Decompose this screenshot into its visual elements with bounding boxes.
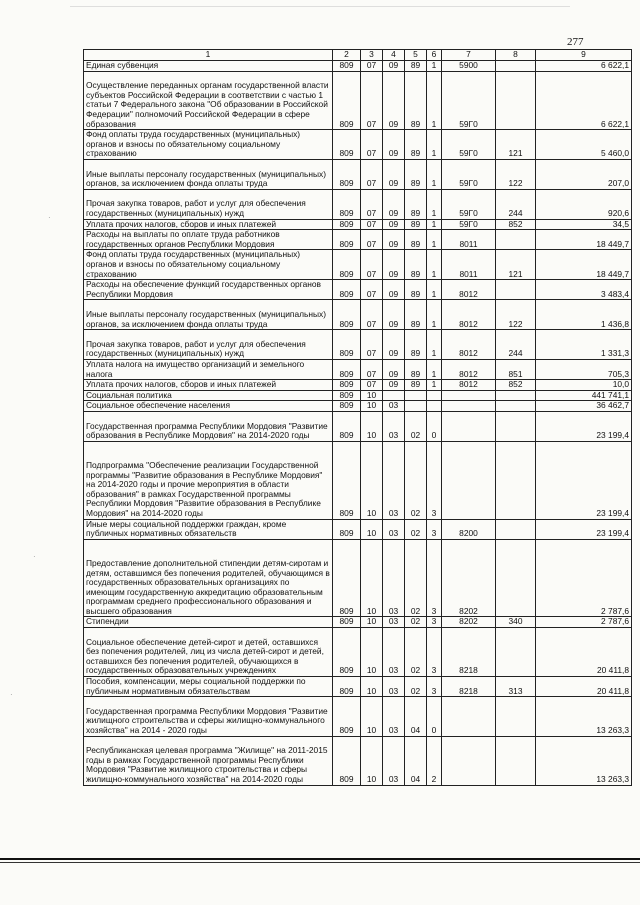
row-value-cell: 8012 bbox=[442, 380, 496, 391]
row-value-cell: 09 bbox=[383, 380, 405, 391]
row-value-cell: 09 bbox=[383, 280, 405, 300]
row-value-cell: 13 263,3 bbox=[536, 736, 632, 785]
row-value-cell: 207,0 bbox=[536, 159, 632, 189]
column-header: 9 bbox=[536, 50, 632, 61]
row-value-cell: 809 bbox=[333, 390, 361, 401]
row-name-cell: Республиканская целевая программа "Жилище" на 2011-2015 годы в рамках Государственной программы Республики Мордовия "Развитие жилищного строительства и сферы жилищно-коммунального хозяйства" на 2014-2020 годы bbox=[84, 736, 333, 785]
table-row bbox=[84, 390, 632, 401]
row-value-cell: 1 bbox=[427, 380, 442, 391]
row-value-cell: 07 bbox=[361, 280, 383, 300]
table-row bbox=[84, 628, 632, 677]
table-header-row bbox=[84, 50, 632, 61]
row-name-cell: Уплата прочих налогов, сборов и иных платежей bbox=[84, 380, 333, 391]
row-value-cell bbox=[383, 390, 405, 401]
row-value-cell bbox=[496, 697, 536, 736]
row-value-cell: 705,3 bbox=[536, 359, 632, 379]
row-name-cell: Государственная программа Республики Мордовия "Развитие образования в Республике Мордовия" на 2014-2020 годы bbox=[84, 411, 333, 441]
row-value-cell: 8012 bbox=[442, 330, 496, 360]
row-value-cell: 89 bbox=[405, 300, 427, 330]
row-value-cell: 23 199,4 bbox=[536, 519, 632, 539]
row-value-cell: 09 bbox=[383, 71, 405, 130]
row-value-cell: 809 bbox=[333, 61, 361, 72]
page-number: 277 bbox=[567, 36, 584, 48]
row-value-cell: 8218 bbox=[442, 677, 496, 697]
row-value-cell: 09 bbox=[383, 61, 405, 72]
row-value-cell: 09 bbox=[383, 330, 405, 360]
row-value-cell: 0 bbox=[427, 697, 442, 736]
row-value-cell: 04 bbox=[405, 736, 427, 785]
row-value-cell: 07 bbox=[361, 189, 383, 219]
column-header: 5 bbox=[405, 50, 427, 61]
row-value-cell: 03 bbox=[383, 617, 405, 628]
table-row bbox=[84, 250, 632, 280]
row-value-cell: 89 bbox=[405, 189, 427, 219]
row-value-cell: 809 bbox=[333, 230, 361, 250]
table-row bbox=[84, 230, 632, 250]
table-row bbox=[84, 411, 632, 441]
row-value-cell: 809 bbox=[333, 628, 361, 677]
row-value-cell: 02 bbox=[405, 539, 427, 617]
budget-table bbox=[83, 49, 632, 786]
row-value-cell: 3 bbox=[427, 539, 442, 617]
row-value-cell: 20 411,8 bbox=[536, 628, 632, 677]
row-name-cell: Социальное обеспечение детей-сирот и детей, оставшихся без попечения родителей, лиц из числа детей-сирот и детей, оставшихся без попечения родителей, обучающихся в государственных образовательных учреждениях bbox=[84, 628, 333, 677]
row-value-cell: 809 bbox=[333, 697, 361, 736]
row-value-cell: 1 bbox=[427, 330, 442, 360]
row-value-cell: 852 bbox=[496, 380, 536, 391]
table-row bbox=[84, 380, 632, 391]
row-value-cell: 2 787,6 bbox=[536, 539, 632, 617]
row-value-cell: 3 483,4 bbox=[536, 280, 632, 300]
row-value-cell bbox=[442, 401, 496, 412]
row-value-cell: 89 bbox=[405, 330, 427, 360]
row-value-cell: 07 bbox=[361, 230, 383, 250]
row-value-cell: 03 bbox=[383, 736, 405, 785]
row-value-cell: 89 bbox=[405, 280, 427, 300]
row-value-cell: 03 bbox=[383, 539, 405, 617]
row-value-cell: 36 462,7 bbox=[536, 401, 632, 412]
row-value-cell bbox=[496, 411, 536, 441]
column-header: 4 bbox=[383, 50, 405, 61]
table-row bbox=[84, 280, 632, 300]
row-value-cell: 809 bbox=[333, 71, 361, 130]
row-value-cell: 809 bbox=[333, 539, 361, 617]
row-value-cell: 20 411,8 bbox=[536, 677, 632, 697]
row-value-cell: 07 bbox=[361, 71, 383, 130]
row-value-cell: 03 bbox=[383, 441, 405, 519]
row-value-cell: 244 bbox=[496, 189, 536, 219]
table-row bbox=[84, 359, 632, 379]
row-value-cell: 8011 bbox=[442, 230, 496, 250]
row-value-cell: 340 bbox=[496, 617, 536, 628]
row-value-cell: 07 bbox=[361, 330, 383, 360]
row-name-cell: Фонд оплаты труда государственных (муниципальных) органов и взносы по обязательному социальному страхованию bbox=[84, 130, 333, 160]
row-value-cell: 3 bbox=[427, 628, 442, 677]
row-value-cell: 1 bbox=[427, 230, 442, 250]
row-name-cell: Прочая закупка товаров, работ и услуг для обеспечения государственных (муниципальных) нужд bbox=[84, 330, 333, 360]
table-row bbox=[84, 736, 632, 785]
column-header: 2 bbox=[333, 50, 361, 61]
row-value-cell: 244 bbox=[496, 330, 536, 360]
row-value-cell: 809 bbox=[333, 677, 361, 697]
row-value-cell: 09 bbox=[383, 359, 405, 379]
column-header: 1 bbox=[84, 50, 333, 61]
row-value-cell: 10 bbox=[361, 677, 383, 697]
row-value-cell: 07 bbox=[361, 359, 383, 379]
row-value-cell: 809 bbox=[333, 219, 361, 230]
row-value-cell: 03 bbox=[383, 519, 405, 539]
row-value-cell: 3 bbox=[427, 617, 442, 628]
row-value-cell: 809 bbox=[333, 411, 361, 441]
row-value-cell: 10 bbox=[361, 736, 383, 785]
row-value-cell: 59Г0 bbox=[442, 130, 496, 160]
row-value-cell: 89 bbox=[405, 130, 427, 160]
row-value-cell: 09 bbox=[383, 130, 405, 160]
row-name-cell: Иные выплаты персоналу государственных (муниципальных) органов, за исключением фонда оплаты труда bbox=[84, 300, 333, 330]
row-value-cell: 8012 bbox=[442, 359, 496, 379]
row-value-cell: 34,5 bbox=[536, 219, 632, 230]
row-value-cell: 1 bbox=[427, 71, 442, 130]
row-value-cell: 89 bbox=[405, 230, 427, 250]
row-value-cell: 1 bbox=[427, 250, 442, 280]
row-value-cell: 0 bbox=[427, 411, 442, 441]
row-name-cell: Предоставление дополнительной стипендии детям-сиротам и детям, оставшимся без попечения родителей, обучающимся в государственных образовательных организациях по имеющим государственную аккредитацию образовательным программам среднего профессионального образования и высшего образования bbox=[84, 539, 333, 617]
row-name-cell: Иные выплаты персоналу государственных (муниципальных) органов, за исключением фонда оплаты труда bbox=[84, 159, 333, 189]
table-row bbox=[84, 71, 632, 130]
row-value-cell: 10,0 bbox=[536, 380, 632, 391]
row-value-cell: 313 bbox=[496, 677, 536, 697]
row-value-cell: 10 bbox=[361, 519, 383, 539]
row-value-cell bbox=[442, 411, 496, 441]
table-row bbox=[84, 677, 632, 697]
row-value-cell bbox=[496, 628, 536, 677]
row-value-cell bbox=[442, 441, 496, 519]
row-value-cell: 122 bbox=[496, 159, 536, 189]
table-body bbox=[84, 61, 632, 786]
row-value-cell bbox=[442, 697, 496, 736]
row-value-cell: 1 bbox=[427, 359, 442, 379]
row-value-cell: 03 bbox=[383, 628, 405, 677]
row-value-cell: 59Г0 bbox=[442, 219, 496, 230]
table-row bbox=[84, 401, 632, 412]
row-value-cell: 07 bbox=[361, 250, 383, 280]
row-value-cell: 1 bbox=[427, 61, 442, 72]
column-header: 8 bbox=[496, 50, 536, 61]
bottom-rule bbox=[0, 862, 640, 863]
row-value-cell bbox=[496, 230, 536, 250]
table-row bbox=[84, 697, 632, 736]
row-name-cell: Осуществление переданных органам государственной власти субъектов Российской Федерации в соответствии с частью 1 статьи 7 Федерального закона "Об образовании в Российской Федерации" полномочий Российской Федерации в сфере образования bbox=[84, 71, 333, 130]
row-value-cell: 59Г0 bbox=[442, 159, 496, 189]
row-value-cell bbox=[496, 390, 536, 401]
row-value-cell: 10 bbox=[361, 441, 383, 519]
row-value-cell: 07 bbox=[361, 300, 383, 330]
row-value-cell bbox=[496, 539, 536, 617]
row-value-cell: 07 bbox=[361, 219, 383, 230]
row-name-cell: Пособия, компенсации, меры социальной поддержки по публичным нормативным обязательствам bbox=[84, 677, 333, 697]
row-value-cell: 10 bbox=[361, 539, 383, 617]
row-value-cell: 3 bbox=[427, 519, 442, 539]
row-name-cell: Иные меры социальной поддержки граждан, кроме публичных нормативных обязательств bbox=[84, 519, 333, 539]
column-header: 7 bbox=[442, 50, 496, 61]
row-value-cell: 1 bbox=[427, 300, 442, 330]
row-name-cell: Стипендии bbox=[84, 617, 333, 628]
row-value-cell: 3 bbox=[427, 441, 442, 519]
row-name-cell: Социальная политика bbox=[84, 390, 333, 401]
row-value-cell bbox=[496, 401, 536, 412]
row-value-cell bbox=[405, 390, 427, 401]
row-value-cell bbox=[427, 390, 442, 401]
row-value-cell: 6 622,1 bbox=[536, 61, 632, 72]
row-value-cell: 07 bbox=[361, 380, 383, 391]
row-value-cell: 809 bbox=[333, 359, 361, 379]
row-value-cell: 8012 bbox=[442, 300, 496, 330]
row-value-cell: 1 bbox=[427, 280, 442, 300]
row-value-cell: 89 bbox=[405, 61, 427, 72]
row-value-cell: 10 bbox=[361, 697, 383, 736]
table-row bbox=[84, 617, 632, 628]
row-value-cell: 59Г0 bbox=[442, 71, 496, 130]
row-value-cell: 02 bbox=[405, 411, 427, 441]
row-value-cell: 89 bbox=[405, 380, 427, 391]
row-value-cell: 10 bbox=[361, 628, 383, 677]
row-value-cell: 09 bbox=[383, 230, 405, 250]
row-value-cell bbox=[496, 280, 536, 300]
row-value-cell: 10 bbox=[361, 390, 383, 401]
row-value-cell: 09 bbox=[383, 219, 405, 230]
row-value-cell bbox=[496, 519, 536, 539]
row-value-cell: 02 bbox=[405, 677, 427, 697]
row-value-cell bbox=[405, 401, 427, 412]
row-value-cell: 09 bbox=[383, 300, 405, 330]
row-value-cell: 03 bbox=[383, 411, 405, 441]
row-value-cell: 13 263,3 bbox=[536, 697, 632, 736]
row-value-cell: 1 bbox=[427, 130, 442, 160]
row-value-cell: 122 bbox=[496, 300, 536, 330]
row-value-cell bbox=[496, 736, 536, 785]
row-value-cell: 809 bbox=[333, 300, 361, 330]
row-value-cell: 809 bbox=[333, 130, 361, 160]
row-name-cell: Государственная программа Республики Мордовия "Развитие жилищного строительства и сферы жилищно-коммунального хозяйства" на 2014 - 2020 годы bbox=[84, 697, 333, 736]
row-value-cell: 1 bbox=[427, 219, 442, 230]
row-value-cell: 03 bbox=[383, 697, 405, 736]
row-value-cell: 8218 bbox=[442, 628, 496, 677]
row-value-cell: 02 bbox=[405, 441, 427, 519]
row-value-cell: 07 bbox=[361, 130, 383, 160]
table-row bbox=[84, 159, 632, 189]
row-value-cell: 1 331,3 bbox=[536, 330, 632, 360]
row-name-cell: Подпрограмма "Обеспечение реализации Государственной программы "Развитие образования в Республике Мордовия" на 2014-2020 годы и прочие мероприятия в области образования" в рамках Государственной программы Республики Мордовия "Развитие образования в Республике Мордовия" на 2014-2020 годы bbox=[84, 441, 333, 519]
row-value-cell: 809 bbox=[333, 250, 361, 280]
row-name-cell: Единая субвенция bbox=[84, 61, 333, 72]
row-value-cell: 809 bbox=[333, 330, 361, 360]
row-value-cell bbox=[442, 736, 496, 785]
row-value-cell: 07 bbox=[361, 159, 383, 189]
row-value-cell: 10 bbox=[361, 401, 383, 412]
row-name-cell: Уплата налога на имущество организаций и земельного налога bbox=[84, 359, 333, 379]
row-value-cell: 2 787,6 bbox=[536, 617, 632, 628]
row-value-cell: 809 bbox=[333, 159, 361, 189]
row-value-cell: 5 460,0 bbox=[536, 130, 632, 160]
row-value-cell: 23 199,4 bbox=[536, 411, 632, 441]
row-value-cell: 1 bbox=[427, 159, 442, 189]
scan-artifact-top bbox=[70, 6, 570, 7]
row-value-cell: 8200 bbox=[442, 519, 496, 539]
table-row bbox=[84, 189, 632, 219]
row-value-cell: 89 bbox=[405, 159, 427, 189]
row-value-cell: 809 bbox=[333, 519, 361, 539]
row-value-cell: 02 bbox=[405, 617, 427, 628]
scan-mark: · bbox=[33, 552, 36, 561]
row-value-cell: 18 449,7 bbox=[536, 250, 632, 280]
row-value-cell bbox=[496, 441, 536, 519]
table-row bbox=[84, 130, 632, 160]
row-value-cell: 441 741,1 bbox=[536, 390, 632, 401]
row-value-cell: 89 bbox=[405, 71, 427, 130]
row-name-cell: Социальное обеспечение населения bbox=[84, 401, 333, 412]
row-value-cell: 89 bbox=[405, 250, 427, 280]
row-value-cell: 18 449,7 bbox=[536, 230, 632, 250]
row-value-cell: 809 bbox=[333, 401, 361, 412]
row-value-cell: 8202 bbox=[442, 539, 496, 617]
table-row bbox=[84, 61, 632, 72]
column-header: 6 bbox=[427, 50, 442, 61]
row-value-cell: 07 bbox=[361, 61, 383, 72]
row-name-cell: Уплата прочих налогов, сборов и иных платежей bbox=[84, 219, 333, 230]
row-value-cell: 8202 bbox=[442, 617, 496, 628]
row-value-cell: 920,6 bbox=[536, 189, 632, 219]
column-header: 3 bbox=[361, 50, 383, 61]
row-value-cell: 02 bbox=[405, 628, 427, 677]
row-value-cell: 89 bbox=[405, 359, 427, 379]
row-value-cell: 09 bbox=[383, 189, 405, 219]
table-row bbox=[84, 441, 632, 519]
row-value-cell: 04 bbox=[405, 697, 427, 736]
row-value-cell: 1 436,8 bbox=[536, 300, 632, 330]
row-value-cell: 89 bbox=[405, 219, 427, 230]
table-row bbox=[84, 539, 632, 617]
row-value-cell: 809 bbox=[333, 380, 361, 391]
row-value-cell bbox=[496, 61, 536, 72]
row-value-cell bbox=[496, 71, 536, 130]
row-value-cell: 809 bbox=[333, 280, 361, 300]
row-value-cell: 851 bbox=[496, 359, 536, 379]
row-value-cell: 02 bbox=[405, 519, 427, 539]
table-row bbox=[84, 300, 632, 330]
row-value-cell: 121 bbox=[496, 250, 536, 280]
row-value-cell: 809 bbox=[333, 189, 361, 219]
row-value-cell: 5900 bbox=[442, 61, 496, 72]
row-value-cell: 3 bbox=[427, 677, 442, 697]
row-value-cell: 121 bbox=[496, 130, 536, 160]
row-value-cell: 8011 bbox=[442, 250, 496, 280]
row-value-cell: 6 622,1 bbox=[536, 71, 632, 130]
row-value-cell: 03 bbox=[383, 401, 405, 412]
row-value-cell: 09 bbox=[383, 159, 405, 189]
row-value-cell: 23 199,4 bbox=[536, 441, 632, 519]
row-value-cell: 809 bbox=[333, 736, 361, 785]
row-value-cell: 852 bbox=[496, 219, 536, 230]
row-value-cell: 809 bbox=[333, 441, 361, 519]
row-value-cell: 59Г0 bbox=[442, 189, 496, 219]
row-value-cell: 09 bbox=[383, 250, 405, 280]
table-row bbox=[84, 519, 632, 539]
row-value-cell: 10 bbox=[361, 411, 383, 441]
row-name-cell: Фонд оплаты труда государственных (муниципальных) органов и взносы по обязательному социальному страхованию bbox=[84, 250, 333, 280]
row-value-cell: 809 bbox=[333, 617, 361, 628]
row-value-cell: 2 bbox=[427, 736, 442, 785]
row-value-cell: 1 bbox=[427, 189, 442, 219]
row-value-cell bbox=[427, 401, 442, 412]
row-name-cell: Прочая закупка товаров, работ и услуг для обеспечения государственных (муниципальных) нужд bbox=[84, 189, 333, 219]
table-row bbox=[84, 330, 632, 360]
row-value-cell: 8012 bbox=[442, 280, 496, 300]
row-value-cell bbox=[442, 390, 496, 401]
row-name-cell: Расходы на обеспечение функций государственных органов Республики Мордовия bbox=[84, 280, 333, 300]
row-name-cell: Расходы на выплаты по оплате труда работников государственных органов Республики Мордовия bbox=[84, 230, 333, 250]
row-value-cell: 03 bbox=[383, 677, 405, 697]
bottom-rule bbox=[0, 858, 640, 860]
table-row bbox=[84, 219, 632, 230]
scan-mark: · bbox=[48, 213, 51, 222]
row-value-cell: 10 bbox=[361, 617, 383, 628]
scan-mark: · bbox=[10, 690, 13, 699]
